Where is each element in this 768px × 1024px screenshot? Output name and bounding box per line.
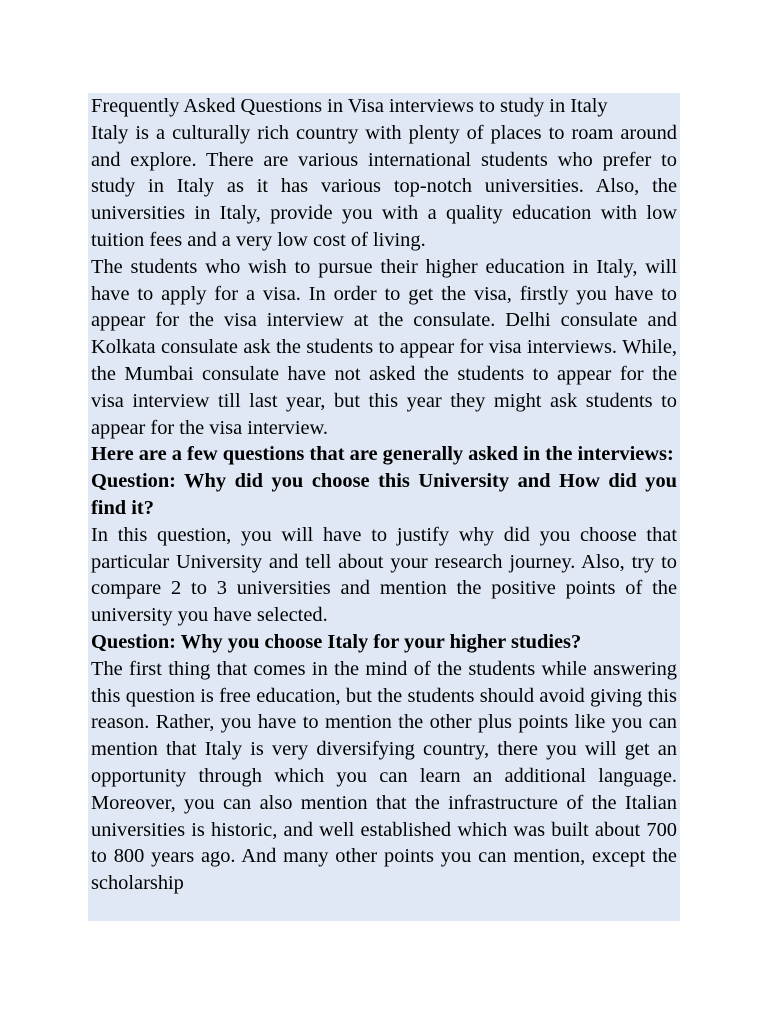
question-2: Question: Why you choose Italy for your higher studies? [91,630,582,653]
visa-paragraph: The students who wish to pursue their higher education in Italy, will have to apply for a visa. In order to get the visa, firstly you have to appear for the visa interview at the consulate. Delhi consulate and Kolkata consulate ask the students to appear for visa interviews. While, the Mumbai consulate have not asked the students to appear for the visa interview till last year, but this year they might ask students to appear for the visa interview. [91,255,677,439]
intro-paragraph: Italy is a culturally rich country with plenty of places to roam around and explore. There are various international students who prefer to study in Italy as it has various top-notch universities. Also, the universities in Italy, provide you with a quality education with low tuition fees and a very low cost of living. [91,121,677,251]
question-1: Question: Why did you choose this University and How did you find it? [91,470,677,519]
questions-heading: Here are a few questions that are generally asked in the interviews: [91,443,674,466]
answer-2: The first thing that comes in the mind of the students while answering this question is free education, but the students should avoid giving this reason. Rather, you have to mention the other plus points like you can mention that Italy is very diversifying country, there you will get an opportunity through which you can learn an additional language. Moreover, you can also mention that the infrastructure of the Italian universities is historic, and well established which was built about 700 to 800 years ago. And many other points you can mention, except the scholarship [91,657,677,895]
document-title: Frequently Asked Questions in Visa interviews to study in Italy [91,95,608,117]
document-text-block [88,93,680,921]
answer-1: In this question, you will have to justify why did you choose that particular University and tell about your research journey. Also, try to compare 2 to 3 universities and mention the positive points of the university you have selected. [91,523,677,627]
